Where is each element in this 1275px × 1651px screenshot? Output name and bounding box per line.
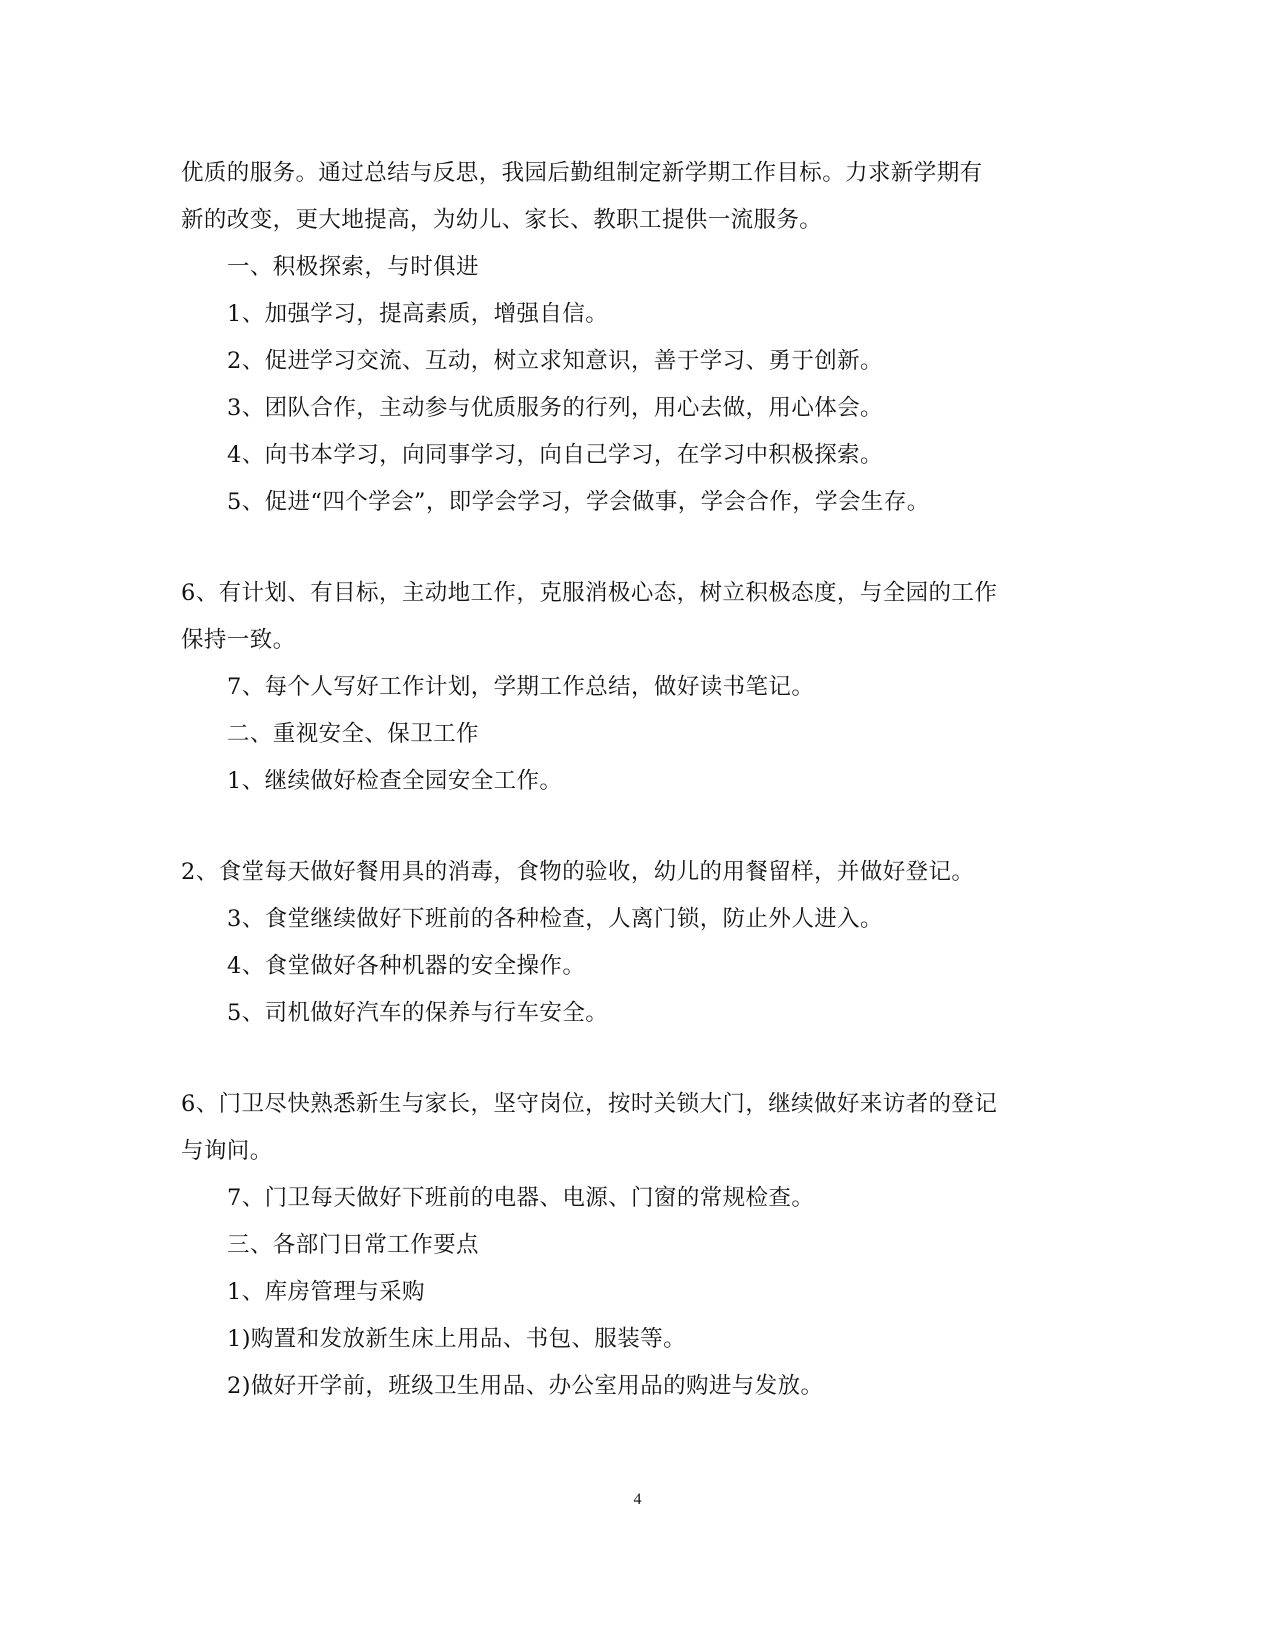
paragraph-gap: [181, 1037, 1081, 1081]
page-number: 4: [633, 1491, 642, 1508]
list-item: 1、加强学习，提高素质，增强自信。: [227, 301, 609, 327]
list-item: 3、食堂继续做好下班前的各种检查，人离门锁，防止外人进入。: [227, 906, 883, 932]
paragraph-gap: [181, 526, 1081, 570]
list-item: 5、司机做好汽车的保养与行车安全。: [227, 1000, 609, 1026]
paragraph-line: 优质的服务。通过总结与反思，我园后勤组制定新学期工作目标。力求新学期有: [181, 160, 983, 186]
section-heading: 三、各部门日常工作要点: [227, 1232, 479, 1258]
section-heading: 二、重视安全、保卫工作: [227, 721, 479, 747]
list-item: 2)做好开学前，班级卫生用品、办公室用品的购进与发放。: [227, 1373, 824, 1399]
section-heading: 一、积极探索，与时俱进: [227, 254, 479, 280]
list-item: 2、食堂每天做好餐用具的消毒，食物的验收，幼儿的用餐留样，并做好登记。: [181, 859, 975, 885]
paragraph-gap: [181, 805, 1081, 849]
document-body: [181, 150, 1081, 1410]
list-item: 2、促进学习交流、互动，树立求知意识，善于学习、勇于创新。: [227, 348, 883, 374]
list-item: 5、促进“四个学会”，即学会学习，学会做事，学会合作，学会生存。: [227, 489, 930, 515]
paragraph-line: 与询问。: [181, 1138, 273, 1164]
list-item: 1、库房管理与采购: [227, 1279, 425, 1305]
list-item: 7、门卫每天做好下班前的电器、电源、门窗的常规检查。: [227, 1185, 815, 1211]
list-item: 6、门卫尽快熟悉新生与家长，坚守岗位，按时关锁大门，继续做好来访者的登记: [181, 1091, 998, 1117]
list-item: 4、向书本学习，向同事学习，向自己学习，在学习中积极探索。: [227, 442, 883, 468]
list-item: 7、每个人写好工作计划，学期工作总结，做好读书笔记。: [227, 674, 815, 700]
paragraph-line: 新的改变，更大地提高，为幼儿、家长、教职工提供一流服务。: [181, 207, 823, 233]
list-item: 6、有计划、有目标，主动地工作，克服消极心态，树立积极态度，与全园的工作: [181, 580, 998, 606]
list-item: 3、团队合作，主动参与优质服务的行列，用心去做，用心体会。: [227, 395, 883, 421]
list-item: 4、食堂做好各种机器的安全操作。: [227, 953, 586, 979]
paragraph-line: 保持一致。: [181, 627, 296, 653]
list-item: 1、继续做好检查全园安全工作。: [227, 768, 563, 794]
list-item: 1)购置和发放新生床上用品、书包、服装等。: [227, 1326, 686, 1352]
